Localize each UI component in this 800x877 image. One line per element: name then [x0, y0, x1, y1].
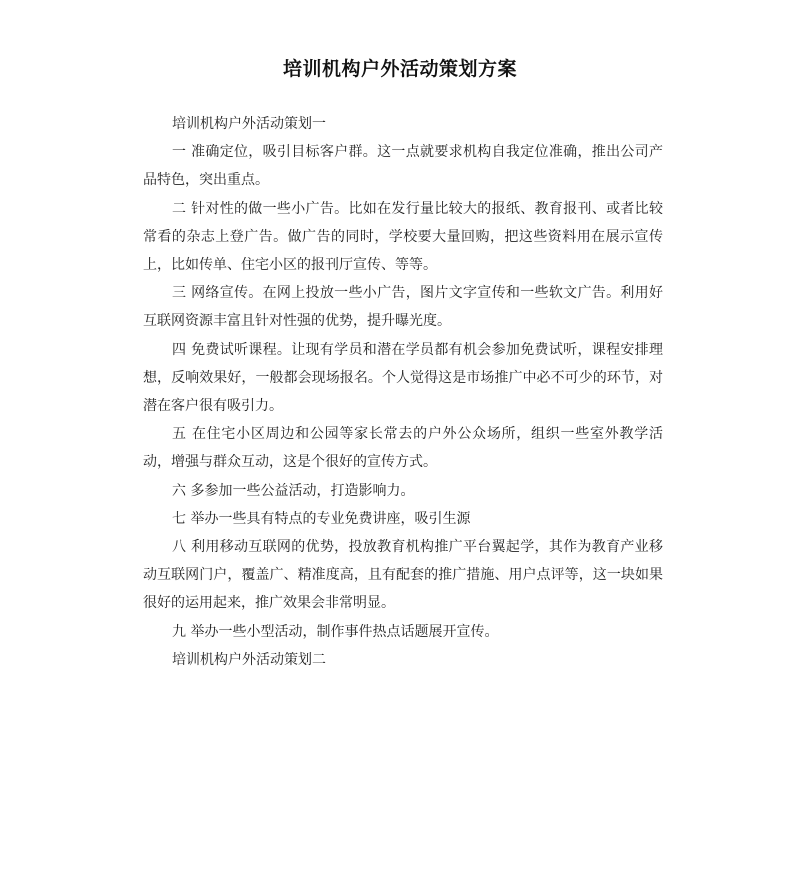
paragraph-item-8: 八 利用移动互联网的优势，投放教育机构推广平台翼起学，其作为教育产业移动互联网门户，覆盖广、精准度高，且有配套的推广措施、用户点评等，这一块如果很好的运用起来，推广效果会非常明显。 — [143, 539, 663, 612]
paragraph-item-3: 三 网络宣传。在网上投放一些小广告，图片文字宣传和一些软文广告。利用好互联网资源丰富且针对性强的优势，提升曝光度。 — [143, 285, 663, 330]
paragraph-item-6: 六 多参加一些公益活动，打造影响力。 — [172, 482, 415, 499]
paragraph-item-5: 五 在住宅小区周边和公园等家长常去的户外公众场所，组织一些室外教学活动，增强与群众互动，这是个很好的宣传方式。 — [143, 426, 663, 471]
paragraph-item-2: 二 针对性的做一些小广告。比如在发行量比较大的报纸、教育报刊、或者比较常看的杂志上登广告。做广告的同时，学校要大量回购，把这些资料用在展示宣传上，比如传单、住宅小区的报刊厅宣传、等等。 — [143, 200, 663, 274]
paragraph-item-1: 一 准确定位，吸引目标客户群。这一点就要求机构自我定位准确，推出公司产品特色，突出重点。 — [143, 144, 663, 189]
paragraph-item-7: 七 举办一些具有特点的专业免费讲座，吸引生源 — [172, 510, 471, 527]
paragraph-heading-plan-one: 培训机构户外活动策划一 — [172, 116, 326, 132]
paragraph-item-4: 四 免费试听课程。让现有学员和潜在学员都有机会参加免费试听，课程安排理想，反响效果好，一般都会现场报名。个人觉得这是市场推广中必不可少的环节，对潜在客户很有吸引力。 — [143, 341, 663, 415]
document-body — [143, 110, 663, 674]
paragraph-item-9: 九 举办一些小型活动，制作事件热点话题展开宣传。 — [172, 623, 499, 640]
paragraph-heading-plan-two: 培训机构户外活动策划二 — [172, 651, 326, 668]
document-title: 培训机构户外活动策划方案 — [282, 58, 517, 80]
